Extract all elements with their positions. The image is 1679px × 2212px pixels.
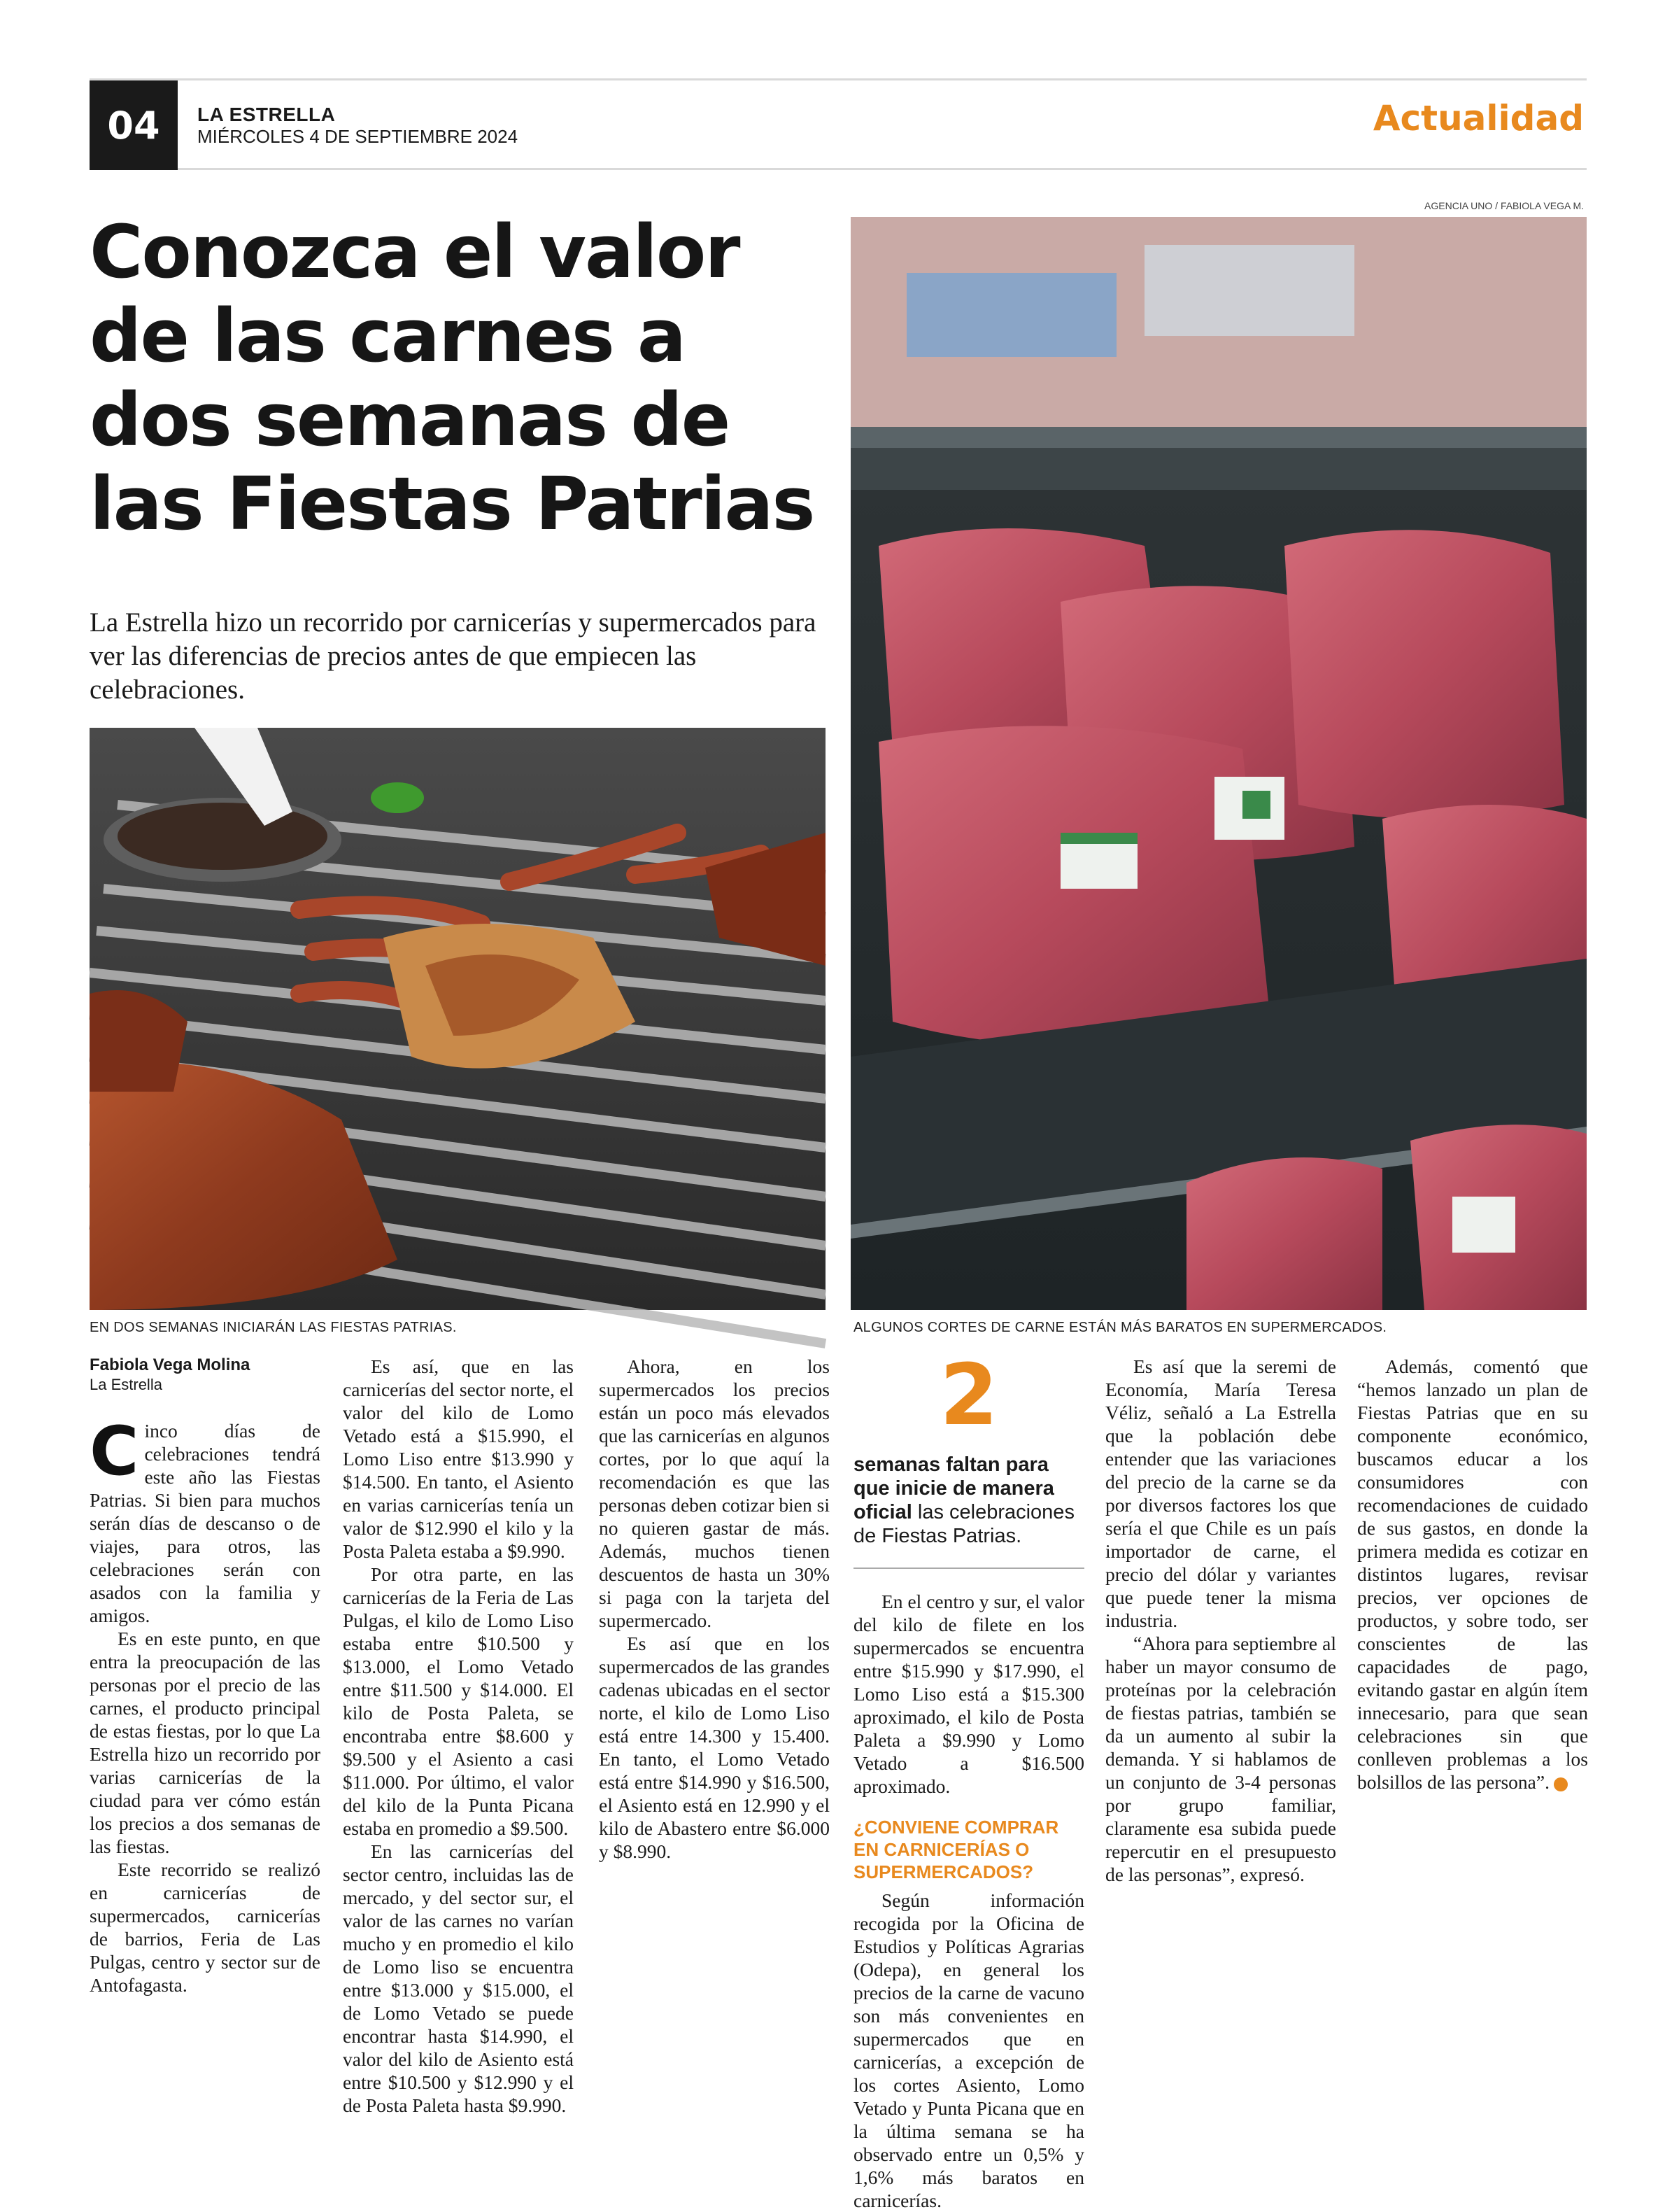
photo-caption-left: EN DOS SEMANAS INICIARÁN LAS FIESTAS PATRIAS. xyxy=(90,1320,457,1335)
page-number: 04 xyxy=(90,80,178,170)
issue-date: MIÉRCOLES 4 DE SEPTIEMBRE 2024 xyxy=(197,126,518,147)
fact-bold-text: semanas faltan para que inicie de manera oficial xyxy=(853,1453,1054,1523)
photo-credit: AGENCIA UNO / FABIOLA VEGA M. xyxy=(1424,200,1584,211)
article-column-3 xyxy=(599,1355,830,1863)
article-column-5 xyxy=(1105,1355,1336,1886)
article-column-6 xyxy=(1357,1355,1588,1794)
paragraph-3: Este recorrido se realizó en carnicerías de supermercados, carnicerías de barrios, Feria de Las Pulgas, centro y sector sur de Antofagasta. xyxy=(90,1859,320,1996)
paragraph-7: Ahora, en los supermercados los precios están un poco más elevados que las carnicerías en algunos cortes, por lo que aquí la recomendación es que las personas deben cotizar bien si no quieren gastar de más. Además, muchos tienen descuentos de hasta un 30% si paga con la tarjeta del supermercado. xyxy=(599,1355,830,1631)
section-subhead: ¿CONVIENE COMPRAR EN CARNICERÍAS O SUPERMERCADOS? xyxy=(853,1817,1059,1882)
fact-text: las celebraciones de Fiestas Patrias. xyxy=(853,1501,1075,1547)
paragraph-1 xyxy=(90,1412,320,1627)
paragraph-4: Es así, que en las carnicerías del sector norte, el valor del kilo de Lomo Vetado está a $15.990, el Lomo Liso entre $13.990 y $14.500. En tanto, el Asiento en varias carnicerías tenía un valor de $12.990 el kilo y la Posta Paleta estaba a $9.990. xyxy=(343,1355,574,1562)
byline-author: Fabiola Vega Molina xyxy=(90,1355,250,1374)
paragraph-2: Es en este punto, en que entra la preocupación de las personas por el precio de las carnes, el producto principal de estas fiestas, por lo que La Estrella hizo un recorrido por varias carnicerías de la ciudad para ver cómo están los precios a dos semanas de las fiestas. xyxy=(90,1628,320,1857)
paragraph-9: En el centro y sur, el valor del kilo de filete en los supermercados se encuentra entre $15.990 y $17.990, el Lomo Liso está a $15.300 aproximado, el kilo de Posta Paleta a $9.990 y Lomo Vetado a $16.500 aproximado. xyxy=(853,1591,1084,1797)
article-dek: La Estrella hizo un recorrido por carnicerías y supermercados para ver las diferencias de precios antes de que empiecen las celebraciones. xyxy=(90,607,816,705)
article-headline: Conozca el valor de las carnes a dos semanas de las Fiestas Patrias xyxy=(90,209,814,547)
section-title: Actualidad xyxy=(1373,98,1584,139)
paragraph-13-text: Además, comentó que “hemos lanzado un plan de Fiestas Patrias que en su componente económico, buscamos educar a los consumidores con recomendaciones de cuidado de sus gastos, en donde la primera medida es cotizar en distintos lugares, revisar precios, ver opciones de productos, y sobre todo, ser conscientes de las capacidades de pago, evitando gastar en algún ítem innecesario, para que sean celebraciones sin que conlleven problemas a los bolsillos de las persona”. xyxy=(1357,1355,1588,1793)
paragraph-12: “Ahora para septiembre al haber un mayor consumo de proteínas por la celebración de fiestas patrias, también se da un aumento al subir la demanda. Y si hablamos de un conjunto de 3-4 personas por grupo familiar, claramente esa subida puede repercutir en el presupuesto de las personas”, expresó. xyxy=(1105,1633,1336,1885)
paragraph-11: Es así que la seremi de Economía, María Teresa Véliz, señaló a La Estrella que la población debe entender que las variaciones del precio de la carne se da por diversos factores los que sería el que Chile es un país importador de carne, el precio del dólar y variantes que puede tener la misma industria. xyxy=(1105,1355,1336,1631)
drop-cap: C xyxy=(90,1412,139,1491)
paragraph-8: Es así que en los supermercados de las grandes cadenas ubicadas en el sector norte, el kilo de Lomo Liso está entre 14.300 y 15.400. En tanto, el Lomo Vetado está entre $14.990 y $16.500, el Asiento está en 12.990 y el kilo de Abastero entre $6.000 y $8.990. xyxy=(599,1633,830,1862)
fact-number: 2 xyxy=(940,1347,998,1444)
meat-display-photo xyxy=(851,217,1587,1310)
article-column-2 xyxy=(343,1355,574,2117)
byline-source: La Estrella xyxy=(90,1376,162,1393)
paragraph-10: Según información recogida por la Oficina de Estudios y Políticas Agrarias (Odepa), en general los precios de la carne de vacuno son más convenientes en supermercados que en carnicerías, a excepción de los cortes Asiento, Lomo Vetado y Punta Picana que en la última semana se ha observado entre un 0,5% y 1,6% más baratos en carnicerías. xyxy=(853,1889,1084,2211)
paragraph-13 xyxy=(1357,1355,1588,1794)
photo-caption-right: ALGUNOS CORTES DE CARNE ESTÁN MÁS BARATOS EN SUPERMERCADOS. xyxy=(853,1320,1387,1335)
newspaper-name: LA ESTRELLA xyxy=(197,104,336,125)
header-bottom-rule xyxy=(178,168,1587,170)
paragraph-1-text: inco días de celebraciones tendrá este año las Fiestas Patrias. Si bien para muchos serán días de descanso o de viajes, para otros, las celebraciones serán con asados con la familia y amigos. xyxy=(90,1420,320,1626)
article-column-4 xyxy=(853,1347,1084,2212)
paragraph-5: Por otra parte, en las carnicerías de la Feria de Las Pulgas, el kilo de Lomo Liso estaba entre $10.500 y $13.000, el Lomo Vetado entre $11.500 y $14.000. El kilo de Posta Paleta, se encontraba entre $8.600 y $9.500 y el Asiento a casi $11.000. Por último, el valor del kilo de la Punta Picana estaba en promedio a $9.500. xyxy=(343,1563,574,1839)
grill-photo xyxy=(90,728,826,1310)
end-mark-icon xyxy=(1554,1777,1568,1791)
fact-box xyxy=(853,1453,1084,1569)
paragraph-6: En las carnicerías del sector centro, incluidas las de mercado, y del sector sur, el valor de las carnes no varían mucho y en promedio el kilo de Lomo liso se encuentra entre $13.000 y $15.000, el de Lomo Vetado se puede encontrar hasta $14.990, el valor del kilo de Asiento está entre $10.500 y $12.990 y el de Posta Paleta hasta $9.990. xyxy=(343,1840,574,2116)
header-top-rule xyxy=(90,78,1587,80)
article-column-1 xyxy=(90,1355,320,1996)
